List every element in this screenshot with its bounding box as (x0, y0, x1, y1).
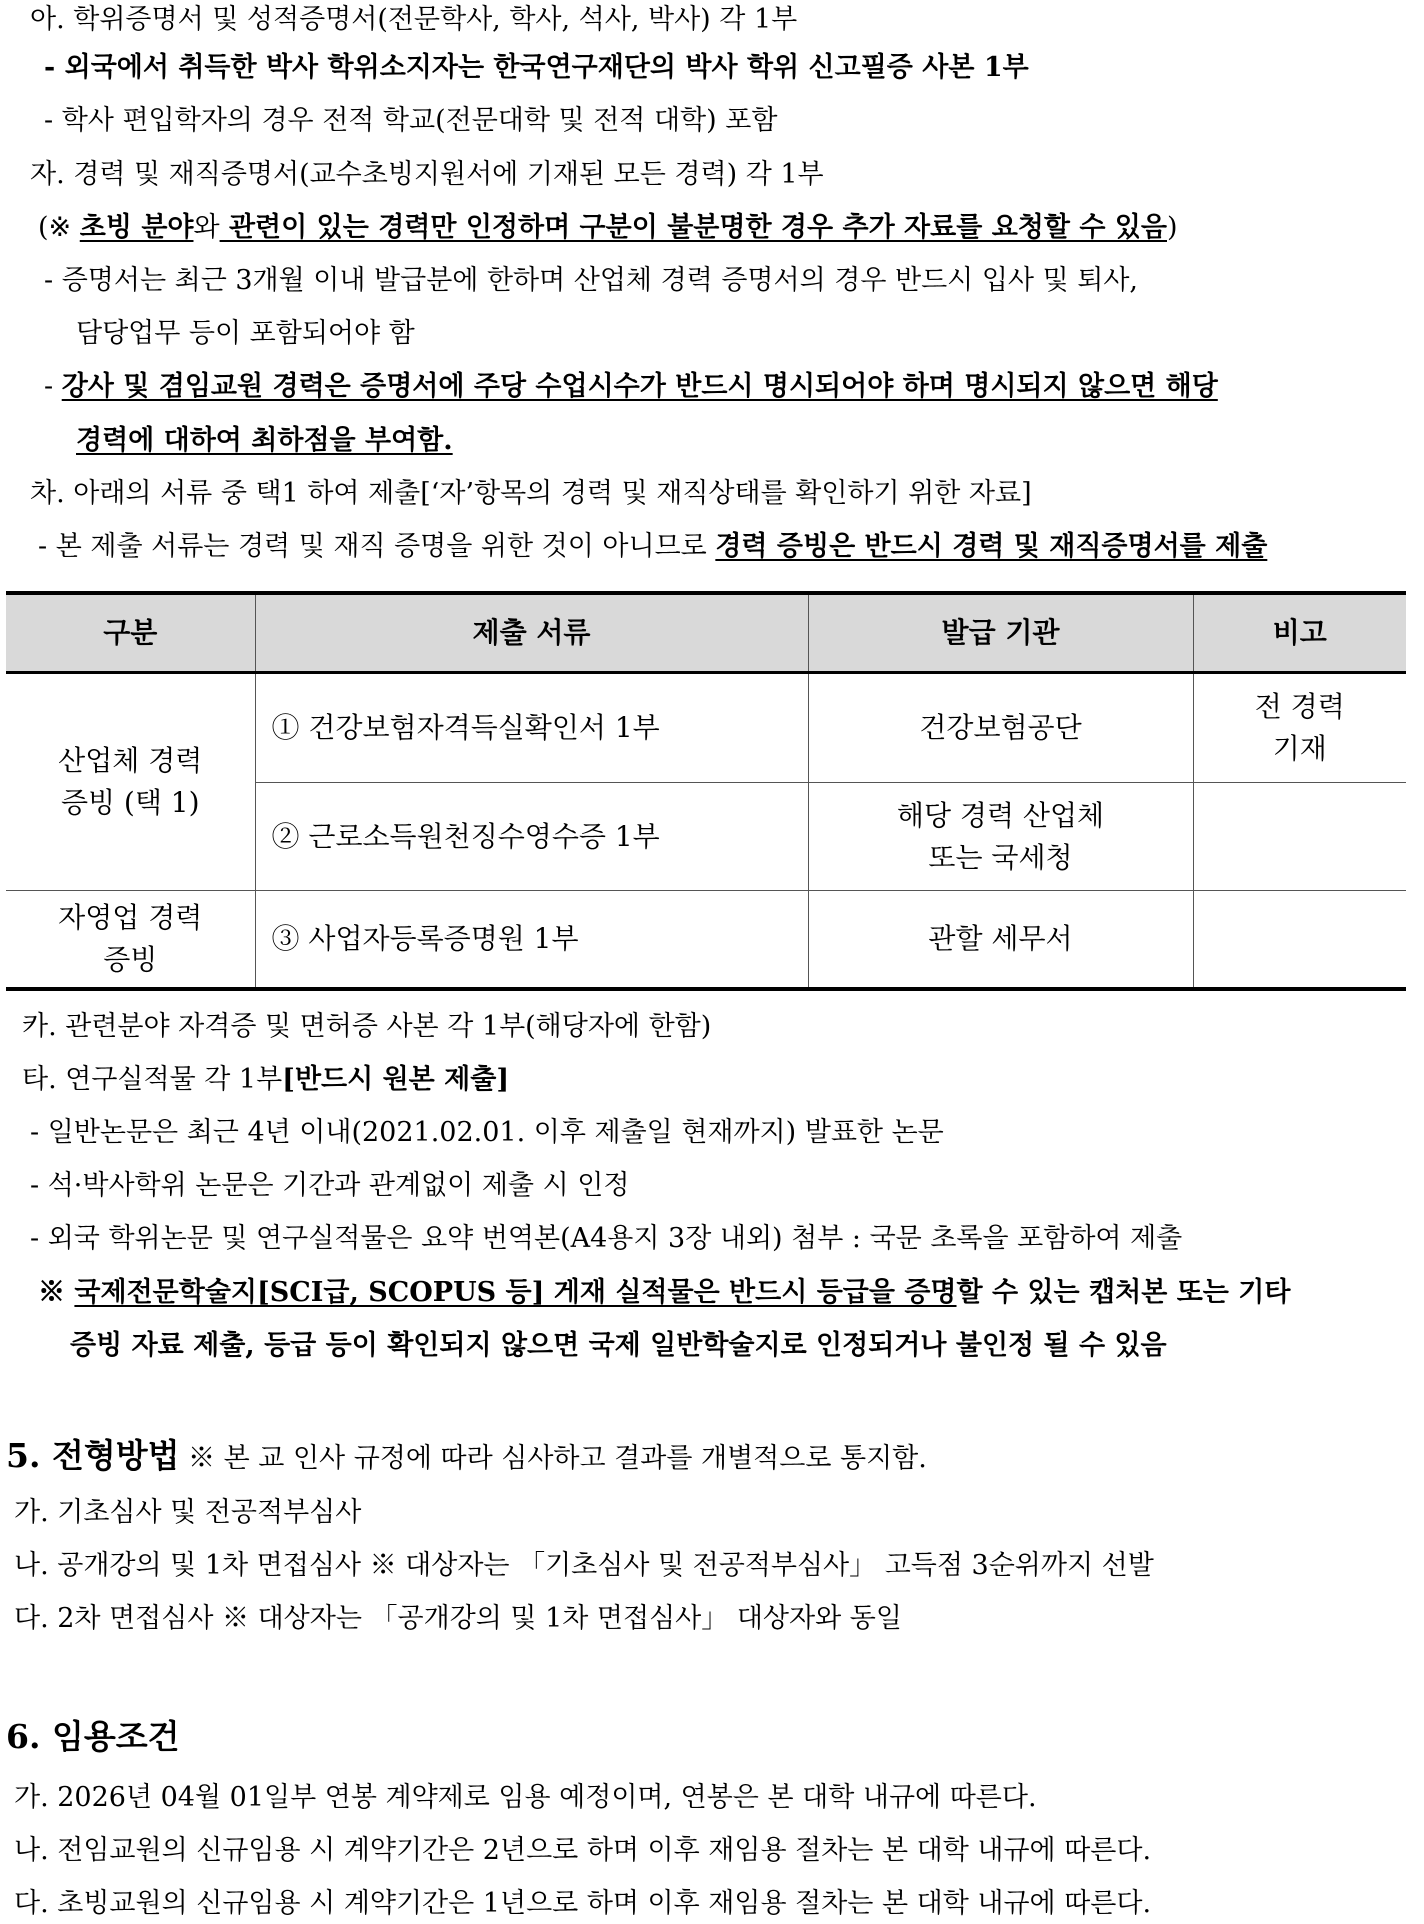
note-foreign-papers: - 외국 학위논문 및 연구실적물은 요약 번역본(A4용지 3장 내외) 첨부 : 국문 초록을 포함하여 제출 (30, 1223, 1183, 1254)
table-row (6, 673, 1406, 783)
note-general-papers: - 일반논문은 최근 4년 이내(2021.02.01. 이후 제출일 현재까지) 발표한 논문 (30, 1117, 944, 1148)
condition-c: 다. 초빙교원의 신규임용 시 계약기간은 1년으로 하며 이후 재임용 절차는 본 대학 내규에 따른다. (14, 1888, 1152, 1919)
note-select-one: - 본 제출 서류는 경력 및 재직 증명을 위한 것이 아니므로 경력 증빙은 반드시 경력 및 재직증명서를 제출 (38, 531, 1268, 562)
item-select-one: 차. 아래의 서류 중 택1 하여 제출[‘자’항목의 경력 및 재직상태를 확인하기 위한 자료] (30, 478, 1032, 509)
item-degree-certificate: 아. 학위증명서 및 성적증명서(전문학사, 학사, 석사, 박사) 각 1부 (30, 4, 798, 35)
note-empty (1193, 891, 1406, 989)
condition-b: 나. 전임교원의 신규임용 시 계약기간은 2년으로 하며 이후 재임용 절차는 본 대학 내규에 따른다. (14, 1835, 1152, 1866)
issuer-tax-office: 관할 세무서 (808, 891, 1193, 989)
header-note: 비고 (1193, 593, 1406, 673)
issuer-health-insurance: 건강보험공단 (808, 673, 1193, 783)
note-certificate-validity: - 증명서는 최근 3개월 이내 발급분에 한하며 산업체 경력 증명서의 경우 반드시 입사 및 퇴사, (44, 265, 1138, 296)
section-selection-title: 5. 전형방법 ※ 본 교 인사 규정에 따라 심사하고 결과를 개별적으로 통지함. (6, 1436, 927, 1475)
table-row (6, 891, 1406, 989)
group-industry-career: 산업체 경력 증빙 (택 1) (6, 673, 255, 891)
note-lecturer-career-cont: 경력에 대하여 최하점을 부여함. (76, 425, 453, 456)
note-lecturer-career: - 강사 및 겸임교원 경력은 증명서에 주당 수업시수가 반드시 명시되어야 하며 명시되지 않으면 해당 (44, 371, 1218, 402)
item-license: 카. 관련분야 자격증 및 면허증 사본 각 1부(해당자에 한함) (22, 1011, 712, 1042)
note-transfer-student: - 학사 편입학자의 경우 전적 학교(전문대학 및 전적 대학) 포함 (44, 105, 778, 136)
note-foreign-phd: - 외국에서 취득한 박사 학위소지자는 한국연구재단의 박사 학위 신고필증 사본 1부 (44, 52, 1029, 83)
note-all-career: 전 경력 기재 (1193, 673, 1406, 783)
header-documents: 제출 서류 (255, 593, 808, 673)
note-career-relevance: (※ 초빙 분야와 관련이 있는 경력만 인정하며 구분이 불분명한 경우 추가 자료를 요청할 수 있음) (38, 212, 1178, 243)
doc-health-insurance: ① 건강보험자격득실확인서 1부 (255, 673, 808, 783)
note-empty (1193, 783, 1406, 891)
item-career-certificate: 자. 경력 및 재직증명서(교수초빙지원서에 기재된 모든 경력) 각 1부 (30, 159, 824, 190)
selection-step-c: 다. 2차 면접심사 ※ 대상자는 「공개강의 및 1차 면접심사」 대상자와 동일 (14, 1603, 902, 1634)
note-international-journal-cont: 증빙 자료 제출, 등급 등이 확인되지 않으면 국제 일반학술지로 인정되거나 불인정 될 수 있음 (70, 1330, 1167, 1361)
selection-step-b: 나. 공개강의 및 1차 면접심사 ※ 대상자는 「기초심사 및 전공적부심사」 고득점 3순위까지 선발 (14, 1550, 1154, 1581)
documents-table (6, 591, 1406, 991)
condition-a: 가. 2026년 04월 01일부 연봉 계약제로 임용 예정이며, 연봉은 본 대학 내규에 따른다. (14, 1782, 1037, 1813)
selection-step-a: 가. 기초심사 및 전공적부심사 (14, 1497, 362, 1528)
header-issuer: 발급 기관 (808, 593, 1193, 673)
doc-business-registration: ③ 사업자등록증명원 1부 (255, 891, 808, 989)
item-research: 타. 연구실적물 각 1부[반드시 원본 제출] (22, 1064, 510, 1095)
issuer-income-tax: 해당 경력 산업체 또는 국세청 (808, 783, 1193, 891)
note-thesis: - 석·박사학위 논문은 기간과 관계없이 제출 시 인정 (30, 1170, 630, 1201)
note-certificate-validity-cont: 담당업무 등이 포함되어야 함 (76, 318, 415, 349)
note-international-journal: ※ 국제전문학술지[SCI급, SCOPUS 등] 게재 실적물은 반드시 등급을 증명할 수 있는 캡처본 또는 기타 (38, 1277, 1291, 1308)
header-category: 구분 (6, 593, 255, 673)
group-self-employed: 자영업 경력 증빙 (6, 891, 255, 989)
table-header-row (6, 593, 1406, 673)
section-conditions-title: 6. 임용조건 (6, 1717, 180, 1756)
doc-income-tax: ② 근로소득원천징수영수증 1부 (255, 783, 808, 891)
